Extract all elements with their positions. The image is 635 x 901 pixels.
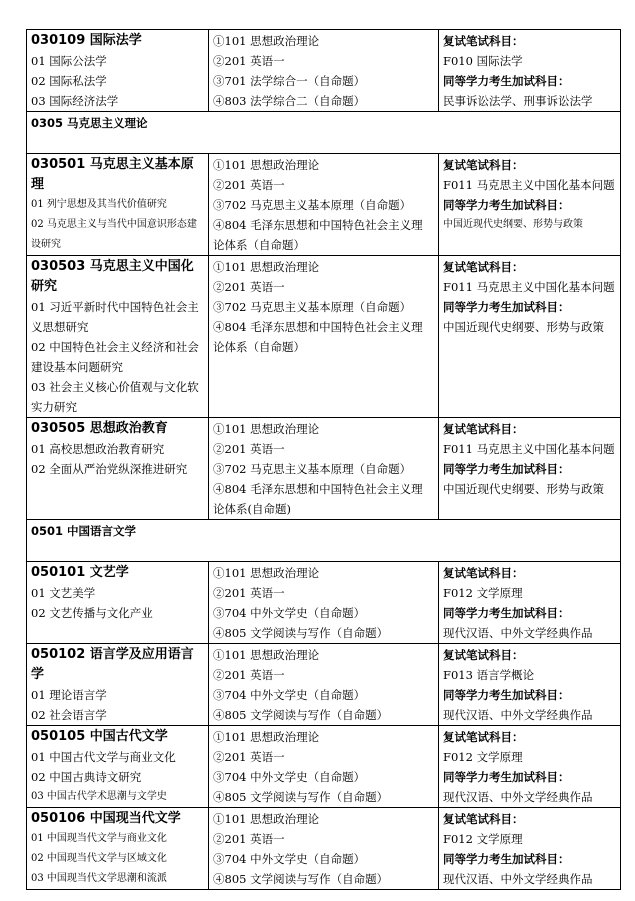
retest-heading: 复试笔试科目： [443, 566, 524, 580]
retest-heading: 复试笔试科目： [443, 158, 524, 172]
retest-subject: F011 马克思主义中国化基本问题 [443, 178, 615, 192]
extra-exam-heading: 同等学力考生加试科目： [443, 300, 570, 314]
program-cell [27, 256, 209, 418]
exam-subject: ①101 思想政治理论 [213, 730, 320, 744]
extra-exam-subjects: 中国近现代史纲要、形势与政策 [443, 482, 604, 496]
admission-table-body [27, 30, 621, 890]
program-code: 050105 中国古代文学 [31, 729, 168, 744]
retest-heading: 复试笔试科目： [443, 812, 524, 826]
retest-cell [439, 726, 621, 808]
extra-exam-subjects: 民事诉讼法学、刑事诉讼法学 [443, 94, 593, 108]
retest-subject: F012 文学原理 [443, 586, 523, 600]
extra-exam-subjects: 现代汉语、中外文学经典作品 [443, 708, 593, 722]
retest-heading: 复试笔试科目： [443, 260, 524, 274]
retest-heading: 复试笔试科目： [443, 422, 524, 436]
section-title: 0305 马克思主义理论 [27, 112, 621, 154]
exam-subject: ④803 法学综合二（自命题） [213, 94, 366, 108]
extra-exam-subjects: 中国近现代史纲要、形势与政策 [443, 219, 583, 230]
exam-subject: ③704 中外文学史（自命题） [213, 606, 366, 620]
extra-exam-heading: 同等学力考生加试科目： [443, 462, 570, 476]
program-cell [27, 808, 209, 890]
exam-subject: ①101 思想政治理论 [213, 812, 320, 826]
research-direction: 01 文艺美学 [31, 586, 96, 600]
program-cell [27, 726, 209, 808]
research-direction: 02 中国特色社会主义经济和社会建设基本问题研究 [31, 340, 199, 374]
research-direction: 01 列宁思想及其当代价值研究 [31, 199, 167, 210]
exam-subject: ②201 英语一 [213, 668, 285, 682]
exam-subject: ④804 毛泽东思想和中国特色社会主义理论体系(自命题) [213, 482, 423, 516]
exam-subject: ①101 思想政治理论 [213, 158, 320, 172]
research-direction: 01 理论语言学 [31, 688, 107, 702]
retest-subject: F012 文学原理 [443, 750, 523, 764]
research-direction: 03 中国古代学术思潮与文学史 [31, 791, 167, 802]
research-direction: 03 中国现当代文学思潮和流派 [31, 873, 167, 884]
program-row [27, 154, 621, 256]
exam-subject: ③704 中外文学史（自命题） [213, 688, 366, 702]
program-row [27, 644, 621, 726]
program-cell [27, 418, 209, 520]
exam-cell [209, 154, 439, 256]
exam-cell [209, 256, 439, 418]
research-direction: 01 中国现当代文学与商业文化 [31, 833, 167, 844]
program-code: 050102 语言学及应用语言学 [31, 647, 194, 682]
exam-cell [209, 562, 439, 644]
exam-subject: ②201 英语一 [213, 442, 285, 456]
research-direction: 02 中国古典诗文研究 [31, 770, 142, 784]
retest-subject: F010 国际法学 [443, 54, 523, 68]
extra-exam-heading: 同等学力考生加试科目： [443, 852, 570, 866]
retest-subject: F011 马克思主义中国化基本问题 [443, 280, 615, 294]
retest-cell [439, 562, 621, 644]
exam-subject: ①101 思想政治理论 [213, 566, 320, 580]
retest-subject: F011 马克思主义中国化基本问题 [443, 442, 615, 456]
extra-exam-heading: 同等学力考生加试科目： [443, 688, 570, 702]
exam-subject: ②201 英语一 [213, 54, 285, 68]
research-direction: 02 国际私法学 [31, 74, 107, 88]
research-direction: 01 中国古代文学与商业文化 [31, 750, 176, 764]
exam-subject: ③704 中外文学史（自命题） [213, 852, 366, 866]
program-row [27, 726, 621, 808]
extra-exam-heading: 同等学力考生加试科目： [443, 198, 570, 212]
retest-heading: 复试笔试科目： [443, 730, 524, 744]
program-row [27, 256, 621, 418]
extra-exam-subjects: 现代汉语、中外文学经典作品 [443, 790, 593, 804]
program-cell [27, 154, 209, 256]
exam-subject: ①101 思想政治理论 [213, 34, 320, 48]
exam-subject: ④805 文学阅读与写作（自命题） [213, 790, 389, 804]
retest-cell [439, 644, 621, 726]
exam-subject: ③702 马克思主义基本原理（自命题） [213, 300, 412, 314]
program-row [27, 418, 621, 520]
extra-exam-heading: 同等学力考生加试科目： [443, 770, 570, 784]
retest-cell [439, 256, 621, 418]
exam-cell [209, 30, 439, 112]
retest-heading: 复试笔试科目： [443, 34, 524, 48]
exam-subject: ①101 思想政治理论 [213, 422, 320, 436]
program-code: 050101 文艺学 [31, 565, 129, 580]
research-direction: 02 马克思主义与当代中国意识形态建设研究 [31, 219, 197, 250]
exam-cell [209, 726, 439, 808]
research-direction: 01 国际公法学 [31, 54, 107, 68]
exam-subject: ④804 毛泽东思想和中国特色社会主义理论体系（自命题） [213, 218, 423, 252]
section-title: 0501 中国语言文学 [27, 520, 621, 562]
exam-subject: ①101 思想政治理论 [213, 260, 320, 274]
research-direction: 03 国际经济法学 [31, 94, 119, 108]
research-direction: 02 中国现当代文学与区域文化 [31, 853, 167, 864]
program-code: 030501 马克思主义基本原理 [31, 157, 194, 192]
research-direction: 02 全面从严治党纵深推进研究 [31, 462, 188, 476]
exam-cell [209, 808, 439, 890]
exam-subject: ③702 马克思主义基本原理（自命题） [213, 462, 412, 476]
exam-cell [209, 418, 439, 520]
retest-subject: F012 文学原理 [443, 832, 523, 846]
section-row [27, 112, 621, 154]
exam-subject: ①101 思想政治理论 [213, 648, 320, 662]
program-row [27, 30, 621, 112]
program-cell [27, 30, 209, 112]
exam-subject: ②201 英语一 [213, 280, 285, 294]
exam-subject: ④805 文学阅读与写作（自命题） [213, 872, 389, 886]
program-code: 030505 思想政治教育 [31, 421, 168, 436]
exam-subject: ④805 文学阅读与写作（自命题） [213, 708, 389, 722]
research-direction: 03 社会主义核心价值观与文化软实力研究 [31, 380, 199, 414]
exam-subject: ③702 马克思主义基本原理（自命题） [213, 198, 412, 212]
program-code: 050106 中国现当代文学 [31, 811, 181, 826]
retest-cell [439, 418, 621, 520]
exam-subject: ②201 英语一 [213, 178, 285, 192]
extra-exam-subjects: 中国近现代史纲要、形势与政策 [443, 320, 604, 334]
exam-subject: ③701 法学综合一（自命题） [213, 74, 366, 88]
extra-exam-heading: 同等学力考生加试科目： [443, 74, 570, 88]
extra-exam-subjects: 现代汉语、中外文学经典作品 [443, 626, 593, 640]
exam-subject: ④804 毛泽东思想和中国特色社会主义理论体系（自命题） [213, 320, 423, 354]
program-row [27, 562, 621, 644]
retest-cell [439, 30, 621, 112]
program-cell [27, 562, 209, 644]
retest-cell [439, 808, 621, 890]
extra-exam-subjects: 现代汉语、中外文学经典作品 [443, 872, 593, 886]
retest-cell [439, 154, 621, 256]
research-direction: 02 文艺传播与文化产业 [31, 606, 153, 620]
retest-subject: F013 语言学概论 [443, 668, 535, 682]
extra-exam-heading: 同等学力考生加试科目： [443, 606, 570, 620]
exam-subject: ③704 中外文学史（自命题） [213, 770, 366, 784]
research-direction: 02 社会语言学 [31, 708, 107, 722]
program-cell [27, 644, 209, 726]
exam-cell [209, 644, 439, 726]
retest-heading: 复试笔试科目： [443, 648, 524, 662]
exam-subject: ②201 英语一 [213, 586, 285, 600]
program-code: 030109 国际法学 [31, 33, 142, 48]
research-direction: 01 习近平新时代中国特色社会主义思想研究 [31, 300, 199, 334]
exam-subject: ②201 英语一 [213, 832, 285, 846]
program-row [27, 808, 621, 890]
section-row [27, 520, 621, 562]
research-direction: 01 高校思想政治教育研究 [31, 442, 165, 456]
program-code: 030503 马克思主义中国化研究 [31, 259, 194, 294]
exam-subject: ②201 英语一 [213, 750, 285, 764]
admission-table [26, 29, 621, 890]
exam-subject: ④805 文学阅读与写作（自命题） [213, 626, 389, 640]
